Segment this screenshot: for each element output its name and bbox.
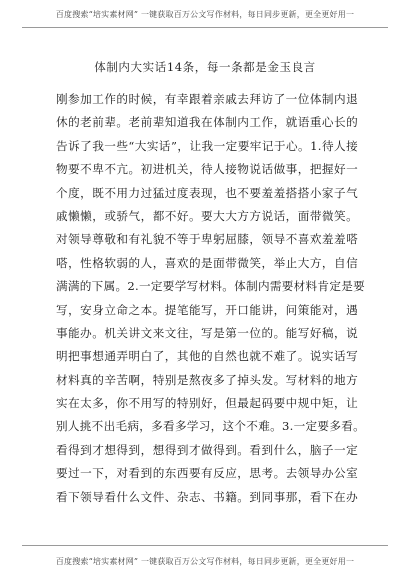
body-line: 休的老前辈。老前辈知道我在体制内工作，就语重心长的 [56, 115, 358, 130]
body-line: 告诉了我一些“大实话”，让我一定要牢记于心。1.待人接 [56, 138, 358, 153]
document-title: 体制内大实话14条，每一条都是金玉良言 [94, 60, 316, 74]
body-line: 戚懒懒，或骄气，都不好。要大大方方说话，面带微笑。 [56, 208, 358, 223]
body-line: 看下领导看什么文件、杂志、书籍。到同事那，看下在办 [56, 489, 358, 504]
body-line: 看得到才想得到，想得到才做得到。看到什么，脑子一定 [56, 442, 358, 457]
body-line: 事能办。机关讲文来文往，写是第一位的。能写好稿，说 [56, 325, 358, 340]
header-divider [22, 27, 388, 28]
body-line: 个度，既不用力过猛过度表现，也不要羞羞搭搭小家子气 [56, 185, 358, 200]
body-line: 别人挑不出毛病，多看多学习，这个不难。3.一定要多看。 [56, 419, 366, 434]
body-line: 对领导尊敬和有礼貌不等于卑躬屈膝，领导不喜欢羞羞嗒 [56, 232, 358, 247]
footer-note: 百度搜索“培实素材网” 一键获取百万公文写作材料，每日同步更新，更全更好用一 [55, 557, 355, 566]
body-line: 刚参加工作的时候，有幸跟着亲戚去拜访了一位体制内退 [56, 92, 358, 106]
body-line: 物要不卑不亢。初进机关，待人接物说话做事，把握好一 [56, 162, 358, 177]
body-line: 明把事想通弄明白了，其他的自然也就不难了。说实话写 [56, 349, 358, 364]
body-line: 满满的下属。2.一定要学写材料。体制内需要材料肯定是要 [56, 279, 366, 294]
body-line: 要过一下，对看到的东西要有反应，思考。去领导办公室 [56, 466, 358, 481]
footer-divider [22, 545, 388, 546]
document-body [56, 88, 366, 509]
body-line: 写，安身立命之本。提笔能写，开口能讲，问策能对，遇 [56, 302, 358, 317]
header-note: 百度搜索“培实素材网” 一键获取百万公文写作材料，每日同步更新，更全更好用一 [55, 10, 355, 19]
body-line: 嗒，性格软弱的人，喜欢的是面带微笑，举止大方，自信 [56, 255, 358, 270]
body-line: 实在太多，你不用写的特别好，但最起码要中规中矩，让 [56, 396, 358, 411]
body-line: 材料真的辛苦啊，特别是熬夜多了掉头发。写材料的地方 [56, 372, 358, 387]
